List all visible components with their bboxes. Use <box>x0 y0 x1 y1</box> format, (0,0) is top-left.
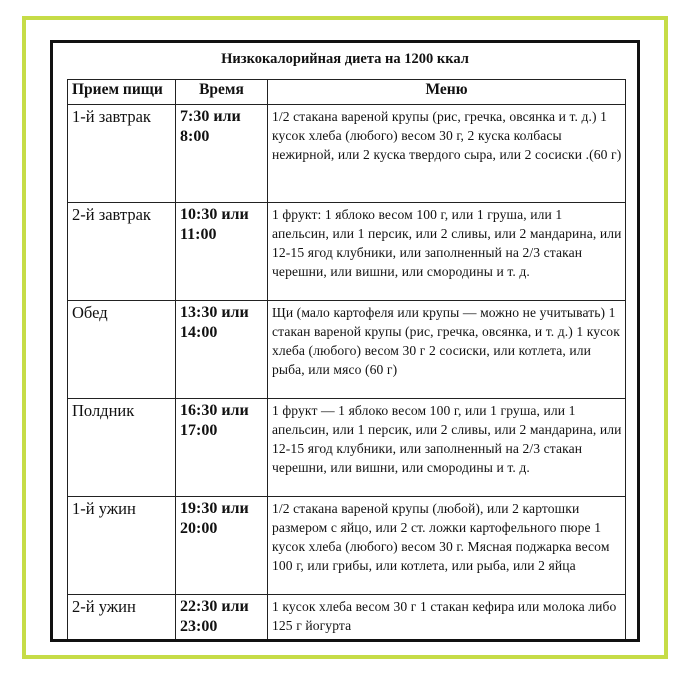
time-cell: 19:30 или 20:00 <box>176 497 268 595</box>
time-cell: 13:30 или 14:00 <box>176 301 268 399</box>
time-cell: 22:30 или 23:00 <box>176 595 268 643</box>
table-row <box>68 595 626 643</box>
menu-cell: 1/2 стакана вареной крупы (рис, гречка, овсянка и т. д.) 1 кусок хлеба (любого) весом 30 г, 2 куска колбасы нежирной, или 2 куска твердого сыра, или 2 сосиски .(60 г) <box>268 105 626 203</box>
meal-cell: 1-й ужин <box>68 497 176 595</box>
table-row <box>68 105 626 203</box>
table-row <box>68 203 626 301</box>
diet-card <box>50 40 640 642</box>
diet-table <box>67 79 626 642</box>
diet-title: Низкокалорийная диета на 1200 ккал <box>221 51 469 67</box>
table-row <box>68 399 626 497</box>
time-cell: 10:30 или 11:00 <box>176 203 268 301</box>
table-row <box>68 301 626 399</box>
meal-cell: Обед <box>68 301 176 399</box>
meal-cell: Полдник <box>68 399 176 497</box>
time-cell: 7:30 или 8:00 <box>176 105 268 203</box>
meal-cell: 2-й ужин <box>68 595 176 643</box>
time-cell: 16:30 или 17:00 <box>176 399 268 497</box>
menu-cell: Щи (мало картофеля или крупы — можно не учитывать) 1 стакан вареной крупы (рис, гречка, овсянка, и т. д.) 1 кусок хлеба (любого) весом 30 г 2 сосиски, или котлета, или рыба, или мясо (60 г) <box>268 301 626 399</box>
header-meal: Прием пищи <box>68 80 176 105</box>
menu-cell: 1/2 стакана вареной крупы (любой), или 2 картошки размером с яйцо, или 2 ст. ложки картофельного пюре 1 кусок хлеба (любого) весом 30 г. Мясная поджарка весом 100 г, или грибы, или котлета, или рыба, или 2 яйца <box>268 497 626 595</box>
meal-cell: 2-й завтрак <box>68 203 176 301</box>
menu-cell: 1 фрукт — 1 яблоко весом 100 г, или 1 груша, или 1 апельсин, или 1 персик, или 2 сливы, или 2 мандарина, или 12-15 ягод клубники, или заполненный на 2/3 стакан черешни, или вишни, или смородины и т. д. <box>268 399 626 497</box>
menu-cell: 1 фрукт: 1 яблоко весом 100 г, или 1 груша, или 1 апельсин, или 1 персик, или 2 сливы, или 2 мандарина, или 12-15 ягод клубники, или заполненный на 2/3 стакан черешни, или вишни, или смородины и т. д. <box>268 203 626 301</box>
header-time: Время <box>176 80 268 105</box>
header-menu: Меню <box>268 80 626 105</box>
green-frame <box>22 16 668 659</box>
meal-cell: 1-й завтрак <box>68 105 176 203</box>
header-row <box>68 80 626 105</box>
table-row <box>68 497 626 595</box>
menu-cell: 1 кусок хлеба весом 30 г 1 стакан кефира или молока либо 125 г йогурта <box>268 595 626 643</box>
